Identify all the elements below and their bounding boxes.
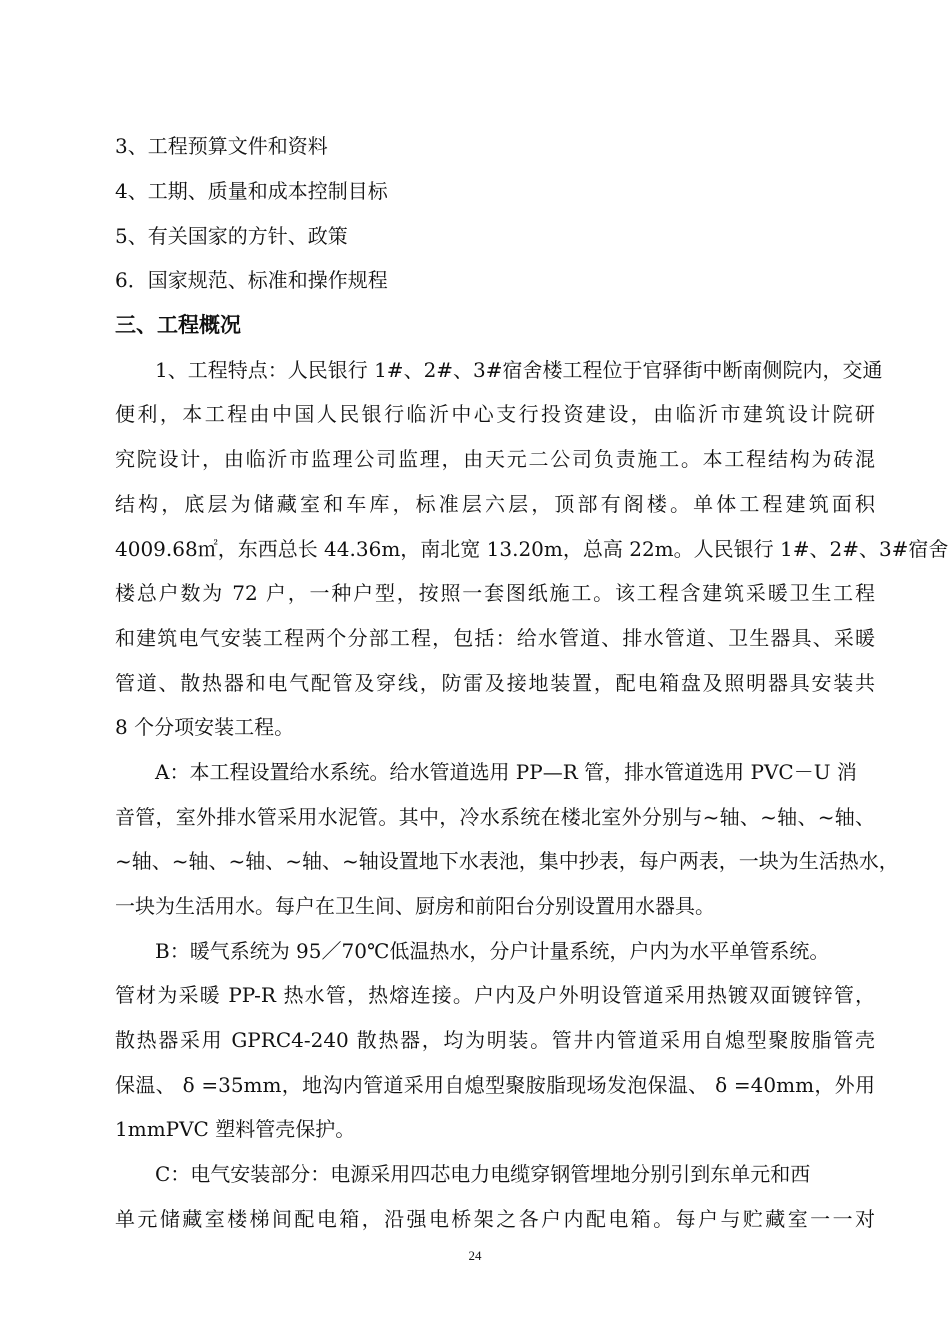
paragraph-line: 1、工程特点：人民银行 1#、2#、3#宿舍楼工程位于官驿街中断南侧院内，交通 xyxy=(155,358,883,382)
paragraph-line: 1mmPVC 塑料管壳保护。 xyxy=(115,1117,356,1141)
paragraph-line: 散热器采用 GPRC4-240 散热器，均为明装。管井内管道采用自熄型聚胺脂管壳 xyxy=(115,1028,875,1052)
list-item: 3、工程预算文件和资料 xyxy=(115,134,328,158)
paragraph-line: A：本工程设置给水系统。给水管道选用 PP—R 管，排水管道选用 PVC－U 消 xyxy=(155,760,857,784)
paragraph-line: 8 个分项安装工程。 xyxy=(115,715,295,739)
paragraph-line: 音管，室外排水管采用水泥管。其中，冷水系统在楼北室外分别与~轴、~轴、~轴、 xyxy=(115,805,875,829)
paragraph-line: B：暖气系统为 95／70℃低温热水，分户计量系统，户内为水平单管系统。 xyxy=(155,939,830,963)
paragraph-line: 单元储藏室楼梯间配电箱，沿强电桥架之各户内配电箱。每户与贮藏室一一对 xyxy=(115,1207,875,1231)
paragraph-line: 究院设计，由临沂市监理公司监理，由天元二公司负责施工。本工程结构为砖混 xyxy=(115,447,875,471)
page-number: 24 xyxy=(468,1248,482,1263)
list-item: 4、工期、质量和成本控制目标 xyxy=(115,179,388,203)
paragraph-line: 便利，本工程由中国人民银行临沂中心支行投资建设，由临沂市建筑设计院研 xyxy=(115,402,875,426)
list-item: 6．国家规范、标准和操作规程 xyxy=(115,268,388,292)
section-heading: 三、工程概况 xyxy=(115,313,241,337)
list-item: 5、有关国家的方针、政策 xyxy=(115,224,348,248)
paragraph-line: 管材为采暖 PP-R 热水管，热熔连接。户内及户外明设管道采用热镀双面镀锌管， xyxy=(115,983,875,1007)
paragraph-line: ~轴、~轴、~轴、~轴、~轴设置地下水表池，集中抄表，每户两表，一块为生活热水， xyxy=(115,849,899,873)
paragraph-line: 和建筑电气安装工程两个分部工程，包括：给水管道、排水管道、卫生器具、采暖 xyxy=(115,626,875,650)
paragraph-line: 一块为生活用水。每户在卫生间、厨房和前阳台分别设置用水器具。 xyxy=(115,894,715,918)
paragraph-line: 楼总户数为 72 户，一种户型，按照一套图纸施工。该工程含建筑采暖卫生工程 xyxy=(115,581,875,605)
paragraph-line: C：电气安装部分：电源采用四芯电力电缆穿钢管埋地分别引到东单元和西 xyxy=(155,1162,811,1186)
paragraph-line: 管道、散热器和电气配管及穿线，防雷及接地装置，配电箱盘及照明器具安装共 xyxy=(115,671,875,695)
paragraph-line: 结构，底层为储藏室和车库，标准层六层，顶部有阁楼。单体工程建筑面积 xyxy=(115,492,875,516)
paragraph-line: 4009.68㎡，东西总长 44.36m，南北宽 13.20m，总高 22m。人民银行 1#、2#、3#宿舍 xyxy=(115,537,949,561)
paragraph-line: 保温、 δ =35mm，地沟内管道采用自熄型聚胺脂现场发泡保温、 δ =40mm，外用 xyxy=(115,1073,875,1097)
